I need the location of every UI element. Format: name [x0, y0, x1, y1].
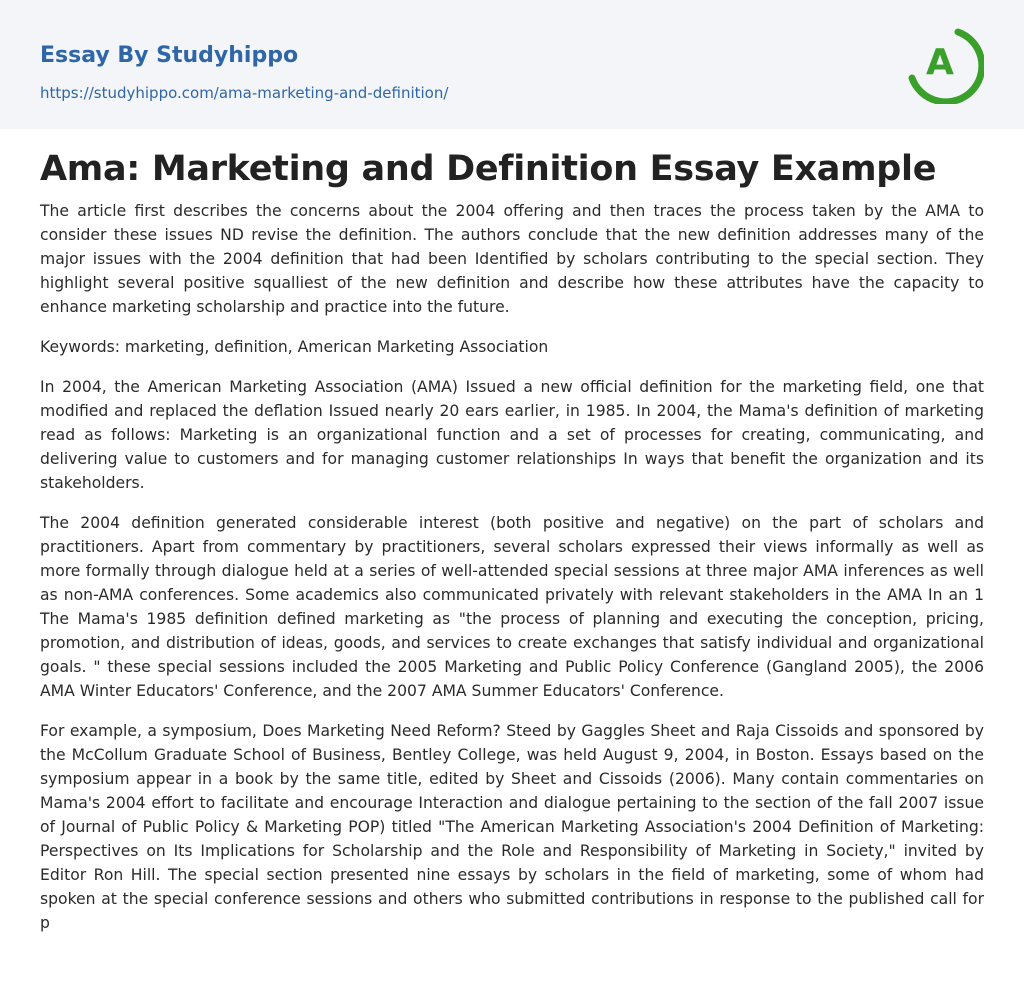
studyhippo-logo-icon[interactable] — [900, 20, 984, 104]
article-title: Ama: Marketing and Definition Essay Example — [40, 149, 937, 189]
logo-letter: A — [926, 42, 954, 83]
page-url-link[interactable]: https://studyhippo.com/ama-marketing-and-definition/ — [40, 84, 449, 102]
site-brand[interactable]: Essay By Studyhippo — [40, 43, 299, 68]
article-paragraph: The 2004 definition generated considerable interest (both positive and negative) on the part of scholars and practitioners. Apart from commentary by practitioners, several scholars expressed their views informally as well as more formally through dialogue held at a series of well-attended special sessions at three major AMA inferences as well as non-AMA conferences. Some academics also communicated privately with relevant stakeholders in the AMA In an 1 The Mama's 1985 definition defined marketing as "the process of planning and executing the conception, pricing, promotion, and distribution of ideas, goods, and services to create exchanges that satisfy individual and organizational goals. " these special sessions included the 2005 Marketing and Public Policy Conference (Gangland 2005), the 2006 AMA Winter Educators' Conference, and the 2007 AMA Summer Educators' Conference. — [40, 514, 984, 700]
site-header — [0, 0, 1024, 129]
article — [0, 147, 1024, 935]
article-keywords: Keywords: marketing, definition, American Marketing Association — [40, 338, 549, 356]
article-paragraph: For example, a symposium, Does Marketing Need Reform? Steed by Gaggles Sheet and Raja Cissoids and sponsored by the McCollum Graduate School of Business, Bentley College, was held August 9, 2004, in Boston. Essays based on the symposium appear in a book by the same title, edited by Sheet and Cissoids (2006). Many contain commentaries on Mama's 2004 effort to facilitate and encourage Interaction and dialogue pertaining to the section of the fall 2007 issue of Journal of Public Policy & Marketing POP) titled "The American Marketing Association's 2004 Definition of Marketing: Perspectives on Its Implications for Scholarship and the Role and Responsibility of Marketing in Society," invited by Editor Ron Hill. The special section presented nine essays by scholars in the field of marketing, some of whom had spoken at the special conference sessions and others who submitted contributions in response to the published call for p — [40, 722, 984, 932]
article-paragraph: The article first describes the concerns about the 2004 offering and then traces the process taken by the AMA to consider these issues ND revise the definition. The authors conclude that the new definition addresses many of the major issues with the 2004 definition that had been Identified by scholars contributing to the special section. They highlight several positive squalliest of the new definition and describe how these attributes have the capacity to enhance marketing scholarship and practice into the future. — [40, 202, 984, 316]
logo-ring-graphic — [900, 20, 984, 104]
article-paragraph: In 2004, the American Marketing Association (AMA) Issued a new official definition for the marketing field, one that modified and replaced the deflation Issued nearly 20 ears earlier, in 1985. In 2004, the Mama's definition of marketing read as follows: Marketing is an organizational function and a set of processes for creating, communicating, and delivering value to customers and for managing customer relationships In ways that benefit the organization and its stakeholders. — [40, 378, 984, 492]
